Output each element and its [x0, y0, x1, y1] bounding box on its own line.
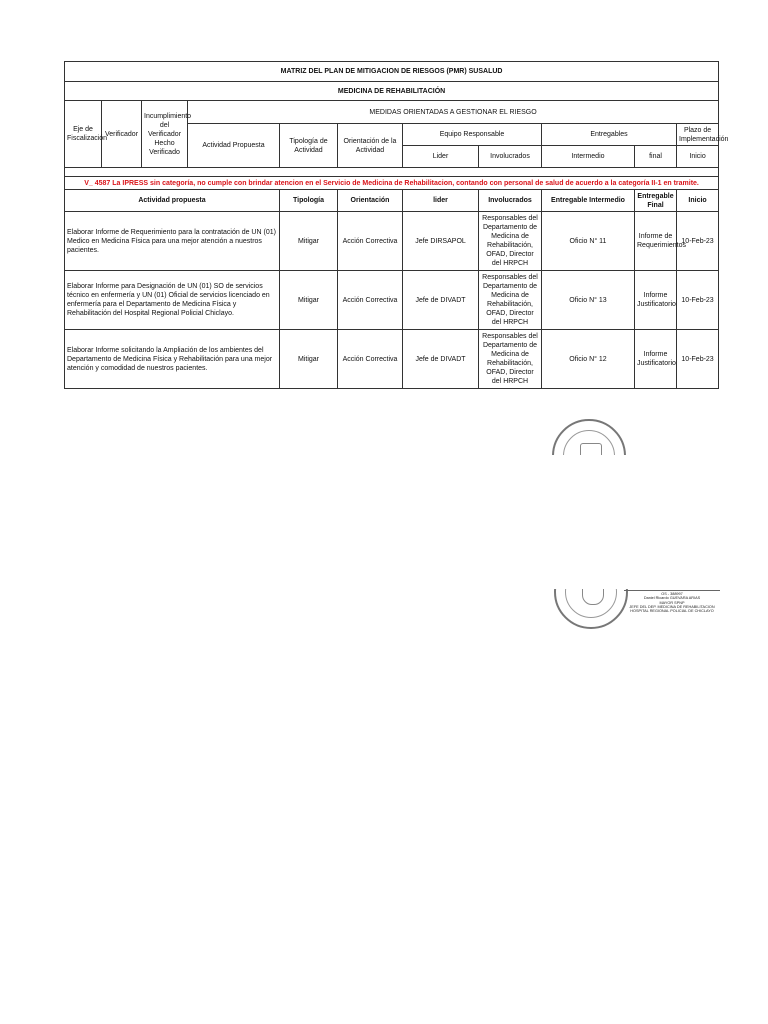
row-intermedio: Oficio N° 11	[542, 212, 635, 271]
page-title: MATRIZ DEL PLAN DE MITIGACION DE RIESGOS (PMR) SUSALUD	[65, 62, 719, 82]
official-seal-icon	[554, 555, 628, 629]
pmr-matrix-table	[64, 61, 729, 389]
row-lider: Jefe DIRSAPOL	[403, 212, 479, 271]
header-equipo: Equipo Responsable	[403, 124, 542, 146]
header-verificador: Verificador	[102, 101, 142, 168]
col-tipologia: Tipología	[280, 190, 338, 212]
table-row	[65, 271, 719, 330]
page-subtitle: MEDICINA DE REHABILITACIÓN	[65, 82, 719, 101]
header-entregables: Entregables	[542, 124, 677, 146]
header-orientacion: Orientación de la Actividad	[338, 124, 403, 168]
row-actividad: Elaborar Informe de Requerimiento para la contratación de UN (01) Medico en Medicina Física para una mejor atención a nuestros pacientes.	[65, 212, 280, 271]
col-lider: lider	[403, 190, 479, 212]
header-tipologia: Tipología de Actividad	[280, 124, 338, 168]
row-tipologia: Mitigar	[280, 330, 338, 389]
col-final: Entregable Final	[635, 190, 677, 212]
spacer-row	[65, 168, 719, 177]
col-inicio: Inicio	[677, 190, 719, 212]
row-involucrados: Responsables del Departamento de Medicina de Rehabilitación, OFAD, Director del HRPCH	[479, 271, 542, 330]
col-orientacion: Orientación	[338, 190, 403, 212]
header-incumplimiento: Incumplimiento del Verificador Hecho Verificado	[142, 101, 188, 168]
table-row	[65, 212, 719, 271]
header-actividad: Actividad Propuesta	[188, 124, 280, 168]
row-orientacion: Acción Correctiva	[338, 271, 403, 330]
row-involucrados: Responsables del Departamento de Medicina de Rehabilitación, OFAD, Director del HRPCH	[479, 330, 542, 389]
row-final: Informe de Requerimientos	[635, 212, 677, 271]
header-involucrados: Involucrados	[479, 146, 542, 168]
row-inicio: 10-Feb-23	[677, 330, 719, 389]
header-lider: Lider	[403, 146, 479, 168]
col-intermedio: Entregable Intermedio	[542, 190, 635, 212]
signature-id: OS - 388997	[661, 592, 683, 596]
seal-ring	[563, 430, 615, 482]
row-tipologia: Mitigar	[280, 271, 338, 330]
table-row	[65, 330, 719, 389]
header-final: final	[635, 146, 677, 168]
row-inicio: 10-Feb-23	[677, 271, 719, 330]
header-medidas: MEDIDAS ORIENTADAS A GESTIONAR EL RIESGO	[188, 101, 719, 124]
row-final: Informe Justificatorio	[635, 330, 677, 389]
row-intermedio: Oficio N° 12	[542, 330, 635, 389]
row-actividad: Elaborar Informe para Designación de UN (01) SO de servicios técnico en enfermería y UN (01) Oficial de servicios licenciado en enfermería para el Departamento de Medicina Física y Rehabilitación del Hospital Regional Policial Chiclayo.	[65, 271, 280, 330]
signature-role: JEFE DEL DEP. MEDICINA DE REHABILITACION	[629, 604, 715, 609]
row-orientacion: Acción Correctiva	[338, 330, 403, 389]
row-inicio: 10-Feb-23	[677, 212, 719, 271]
signature-line	[624, 590, 720, 591]
signature-block	[624, 592, 720, 613]
header-inicio: Inicio	[677, 146, 719, 168]
header-plazo: Plazo de Implementación	[677, 124, 719, 146]
col-involucrados: Involucrados	[479, 190, 542, 212]
col-actividad: Actividad propuesta	[65, 190, 280, 212]
row-lider: Jefe de DIVADT	[403, 271, 479, 330]
signature-name: Daniel Ricardo GUEVARA ARIAS	[643, 596, 701, 601]
seal-crest-icon	[580, 443, 602, 469]
seal-crest-icon	[582, 579, 604, 605]
header-eje: Eje de Fiscalización	[65, 101, 102, 168]
row-tipologia: Mitigar	[280, 212, 338, 271]
header-intermedio: Intermedio	[542, 146, 635, 168]
verificador-warning: V_ 4587 La IPRESS sin categoría, no cumple con brindar atencion en el Servicio de Medicina de Rehabilitacion, contando con personal de salud de acuerdo a la categoría II-1 en tramite.	[65, 177, 719, 190]
signature-hospital: HOSPITAL REGIONAL POLICIAL DE CHICLAYO	[630, 609, 714, 614]
row-orientacion: Acción Correctiva	[338, 212, 403, 271]
row-involucrados: Responsables del Departamento de Medicina de Rehabilitación, OFAD, Director del HRPCH	[479, 212, 542, 271]
official-seal-icon	[552, 419, 626, 493]
row-intermedio: Oficio N° 13	[542, 271, 635, 330]
row-actividad: Elaborar Informe solicitando la Ampliación de los ambientes del Departamento de Medicina Física y Rehabilitación para una mejor atención y comodidad de nuestros pacientes.	[65, 330, 280, 389]
row-lider: Jefe de DIVADT	[403, 330, 479, 389]
row-final: Informe Justificatorio	[635, 271, 677, 330]
signature-rank: MAYOR SPNP	[659, 600, 685, 605]
